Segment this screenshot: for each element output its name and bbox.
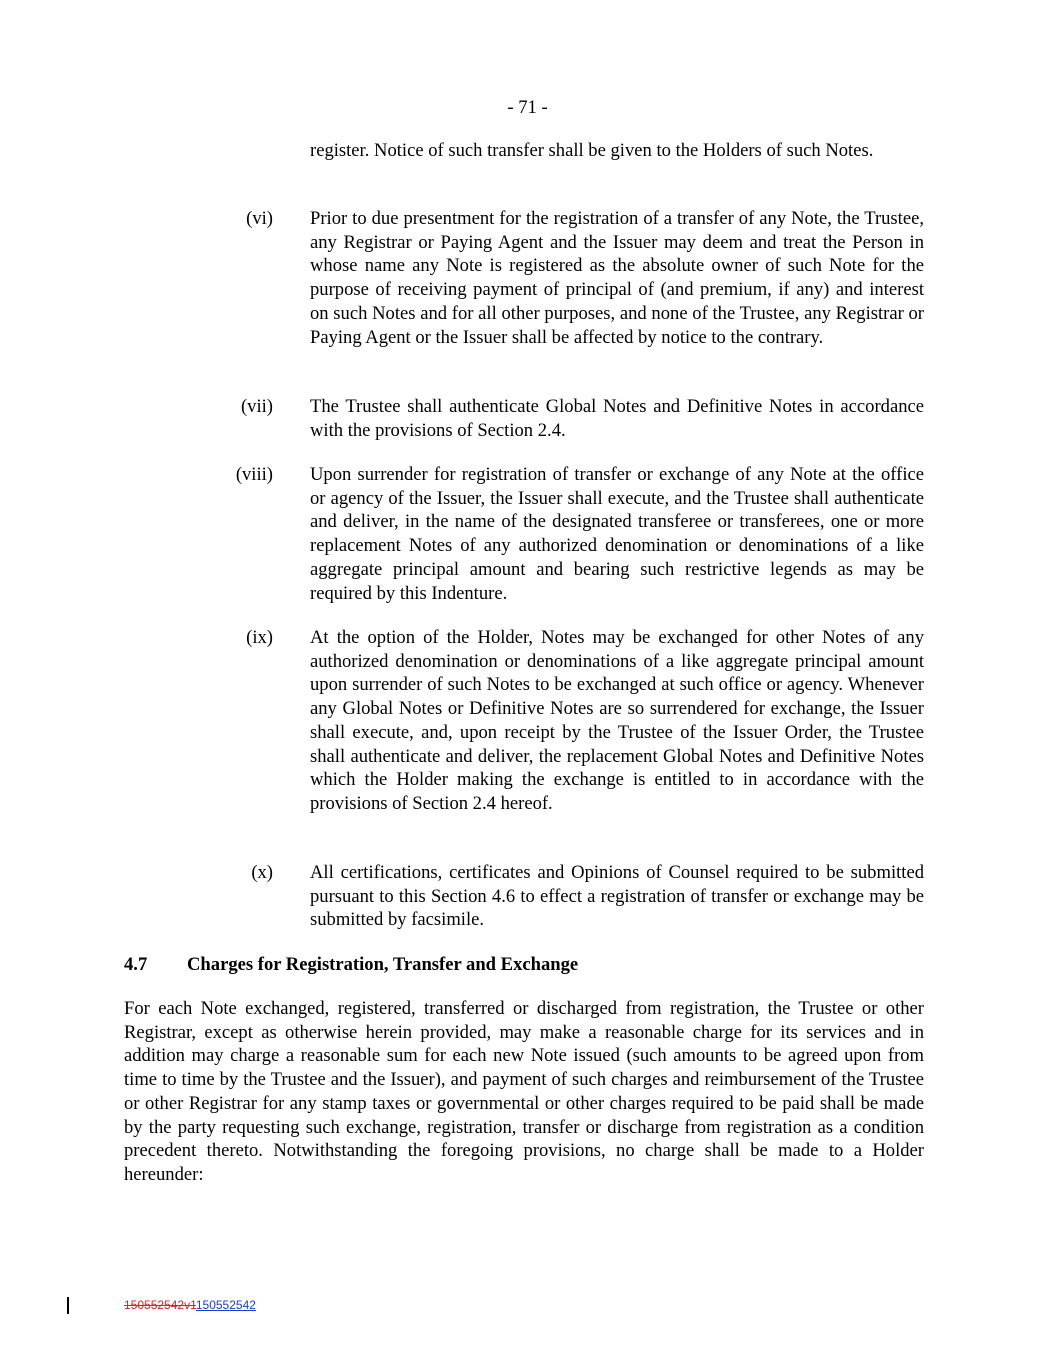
section-title: Charges for Registration, Transfer and Exchange xyxy=(187,954,579,975)
item-label-vi: (vi) xyxy=(246,208,273,229)
section-number: 4.7 xyxy=(124,954,148,975)
document-id xyxy=(124,1298,256,1313)
section-heading xyxy=(124,953,578,977)
document-id-inserted: 150552542 xyxy=(195,1298,256,1312)
item-text-x: All certifications, certificates and Opinions of Counsel required to be submitted pursuant to this Section 4.6 to effect a registration of transfer or exchange may be submitted by facsimile. xyxy=(310,862,924,931)
section-body: For each Note exchanged, registered, transferred or discharged from registration, the Trustee or other Registrar, except as otherwise herein provided, may make a reasonable charge for its services and in addition may charge a reasonable sum for each new Note issued (such amounts to be agreed upon from time to time by the Trustee and the Issuer), and payment of such charges and reimbursement of the Trustee or other Registrar for any stamp taxes or governmental or other charges required to be paid shall be made by the party requesting such exchange, registration, transfer or discharge from registration as a condition precedent thereto. Notwithstanding the foregoing provisions, no charge shall be made to a Holder hereunder: xyxy=(124,998,924,1185)
item-text-vi: Prior to due presentment for the registration of a transfer of any Note, the Trustee, any Registrar or Paying Agent and the Issuer may deem and treat the Person in whose name any Note is registered as the absolute owner of such Note for the purpose of receiving payment of principal of (and premium, if any) and interest on such Notes and for all other purposes, and none of the Trustee, any Registrar or Paying Agent or the Issuer shall be affected by notice to the contrary. xyxy=(310,208,924,348)
continuation-paragraph: register. Notice of such transfer shall be given to the Holders of such Notes. xyxy=(310,140,874,161)
item-label-viii: (viii) xyxy=(235,464,273,485)
item-text-vii: The Trustee shall authenticate Global Notes and Definitive Notes in accordance with the provisions of Section 2.4. xyxy=(310,396,924,441)
item-label-vii: (vii) xyxy=(240,396,273,417)
item-label-ix: (ix) xyxy=(246,627,273,648)
item-text-ix: At the option of the Holder, Notes may be exchanged for other Notes of any authorized denomination or denominations of a like aggregate principal amount upon surrender of such Notes to be exchanged at such office or agency. Whenever any Global Notes or Definitive Notes are so surrendered for exchange, the Issuer shall execute, and, upon receipt by the Trustee of the Issuer Order, the Trustee shall authenticate and deliver, the replacement Global Notes and Definitive Notes which the Holder making the exchange is entitled to in accordance with the provisions of Section 2.4 hereof. xyxy=(310,627,924,814)
document-id-deleted: 150552542v1 xyxy=(124,1298,196,1312)
item-text-viii: Upon surrender for registration of transfer or exchange of any Note at the office or agency of the Issuer, the Issuer shall execute, and the Trustee shall authenticate and deliver, in the name of the designated transferee or transferees, one or more replacement Notes of any authorized denomination or denominations of a like aggregate principal amount and bearing such restrictive legends as may be required by this Indenture. xyxy=(310,464,924,604)
change-bar xyxy=(67,1297,69,1314)
page-number: - 71 - xyxy=(507,97,548,118)
item-label-x: (x) xyxy=(251,862,273,883)
